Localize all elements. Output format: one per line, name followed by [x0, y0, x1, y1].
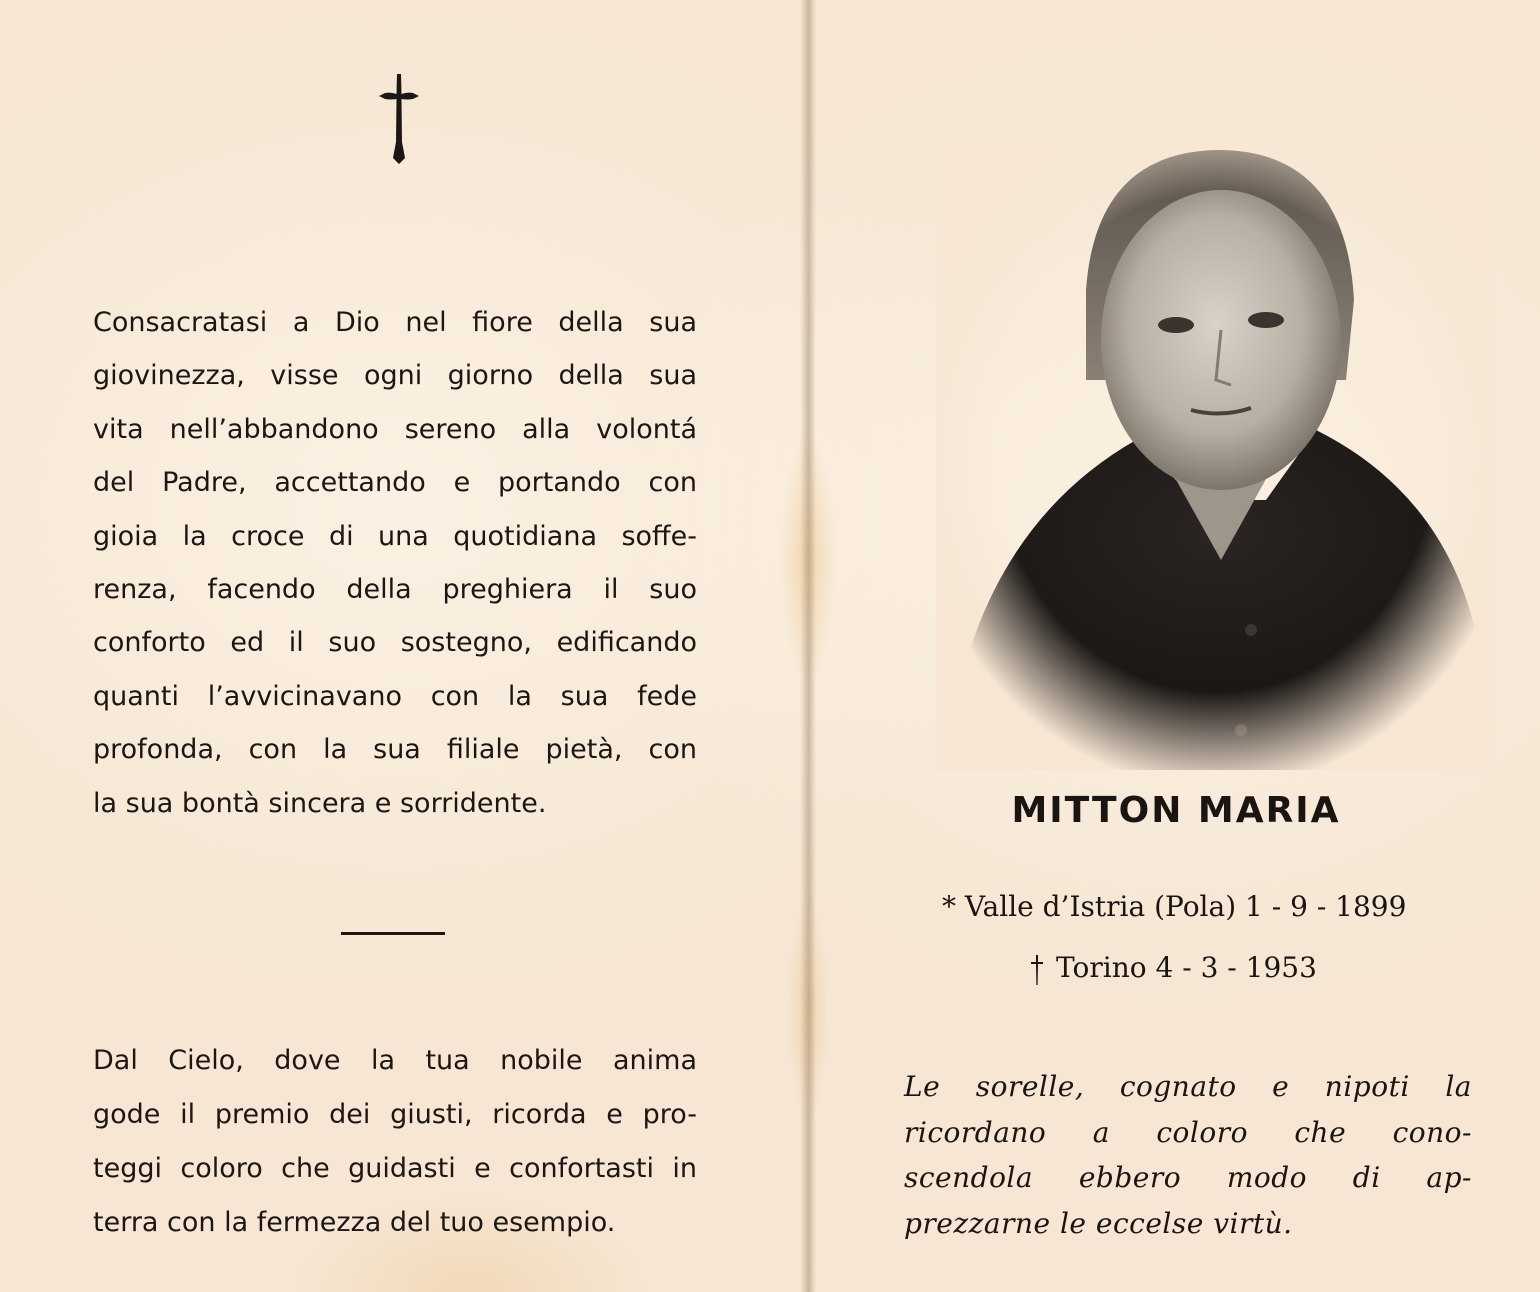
text-line: del Padre, accettando e portando con [93, 467, 697, 499]
text-line: la sua bontà sincera e sorridente. [93, 787, 547, 819]
deceased-name: MITTON MARIA [1011, 790, 1341, 831]
family-dedication [904, 1064, 1472, 1246]
text-line: scendola ebbero modo di ap- [904, 1161, 1472, 1194]
text-line: giovinezza, visse ogni giorno della sua [93, 360, 697, 392]
text-line: conforto ed il suo sostegno, edificando [93, 627, 697, 659]
center-fold [800, 0, 816, 1292]
divider-rule [341, 932, 445, 935]
latin-cross-icon [377, 72, 421, 164]
text-line: ricordano a coloro che cono- [904, 1115, 1472, 1149]
text-line: gode il premio dei giusti, ricorda e pro- [93, 1099, 697, 1130]
dedication-paragraph [93, 296, 697, 830]
text-line: gioia la croce di una quotidiana soffe- [93, 520, 697, 552]
text-line: profonda, con la sua filiale pietà, con [93, 734, 697, 766]
prayer-paragraph [93, 1034, 697, 1250]
text-line: teggi coloro che guidasti e confortasti in [93, 1153, 697, 1184]
dagger-icon [1030, 955, 1044, 985]
text-line: Consacratasi a Dio nel fiore della sua [93, 307, 697, 338]
death-text: Torino 4 - 3 - 1953 [1056, 951, 1317, 984]
text-line: terra con la fermezza del tuo esempio. [93, 1207, 616, 1238]
text-line: prezzarne le eccelse virtù. [904, 1206, 1293, 1240]
right-page [816, 0, 1540, 1292]
birth-info: * Valle d’Istria (Pola) 1 - 9 - 1899 [942, 890, 1407, 923]
text-line: quanti l’avvicinavano con la sua fede [93, 680, 697, 712]
text-line: vita nell’abbandono sereno alla volontá [93, 413, 697, 445]
portrait-photo [936, 140, 1496, 770]
text-line: Le sorelle, cognato e nipoti la [904, 1070, 1472, 1103]
text-line: renza, facendo della preghiera il suo [93, 573, 697, 605]
death-info [1030, 951, 1317, 985]
text-line: Dal Cielo, dove la tua nobile anima [93, 1045, 697, 1076]
